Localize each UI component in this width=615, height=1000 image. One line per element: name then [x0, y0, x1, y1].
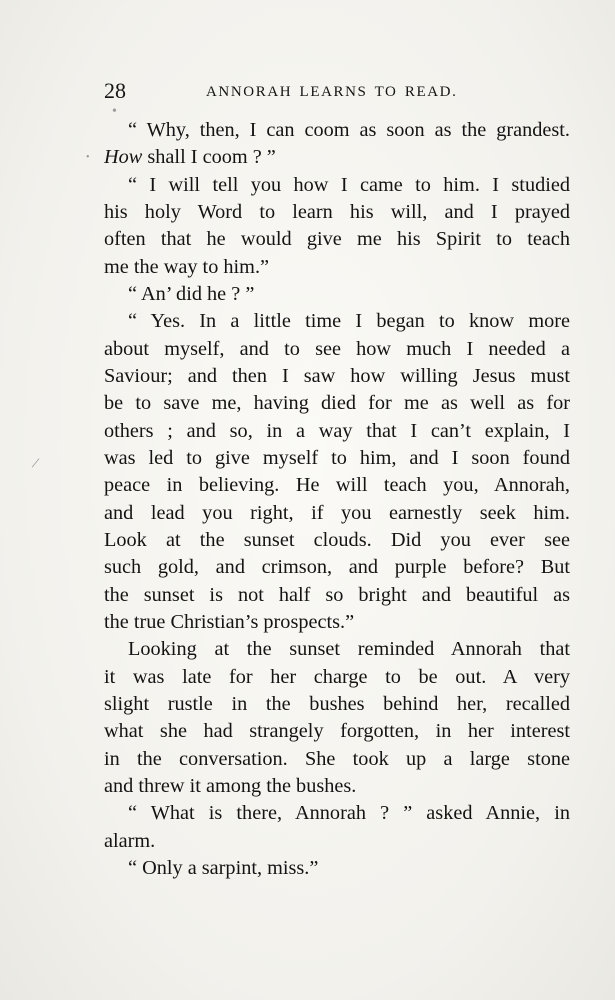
text-line: “ Why, then, I can coom as soon as the grandest. [128, 119, 570, 141]
text-line: such gold, and crimson, and purple before? But [104, 556, 570, 579]
text-line: was led to give myself to him, and I soon found [104, 446, 570, 469]
text-line: Saviour; and then I saw how willing Jesus must [104, 364, 570, 387]
text-line: what she had strangely forgotten, in her interest [104, 720, 570, 743]
text-line: be to save me, having died for me as well as for [104, 392, 570, 415]
text-line: “ Yes. In a little time I began to know more [128, 310, 570, 333]
text-line: How shall I coom ? ” [104, 146, 276, 169]
stray-mark: • [112, 104, 117, 119]
text-line: in the conversation. She took up a large stone [104, 747, 570, 770]
text-line: and lead you right, if you earnestly seek him. [104, 501, 570, 524]
stray-mark: • [86, 152, 90, 163]
text-line: about myself, and to see how much I needed a [104, 337, 570, 360]
page-number: 28 [104, 78, 126, 103]
text-line: others ; and so, in a way that I can’t explain, I [104, 419, 570, 442]
text-line: the sunset is not half so bright and beautiful as [104, 583, 570, 606]
running-head: ANNORAH LEARNS TO READ. [206, 84, 458, 100]
body-text [104, 117, 570, 882]
text-line: “ Only a sarpint, miss.” [128, 856, 319, 879]
text-line: it was late for her charge to be out. A very [104, 665, 570, 688]
text-line: “ I will tell you how I came to him. I studied [128, 173, 570, 196]
text-line: his holy Word to learn his will, and I prayed [104, 200, 570, 223]
text-line: alarm. [104, 829, 156, 852]
text-line: peace in believing. He will teach you, Annorah, [104, 474, 570, 497]
text-line: “ What is there, Annorah ? ” asked Annie, in [128, 802, 570, 825]
text-line: Looking at the sunset reminded Annorah that [128, 638, 570, 661]
text-line: “ An’ did he ? ” [128, 282, 255, 305]
text-line: and threw it among the bushes. [104, 774, 357, 797]
text-line: me the way to him.” [104, 255, 270, 278]
page-header [104, 78, 570, 106]
text-line: often that he would give me his Spirit to teach [104, 228, 570, 251]
text-line: the true Christian’s prospects.” [104, 610, 355, 633]
text-line: slight rustle in the bushes behind her, recalled [104, 692, 570, 715]
stray-mark: / [30, 454, 41, 473]
text-line: Look at the sunset clouds. Did you ever see [104, 528, 570, 551]
